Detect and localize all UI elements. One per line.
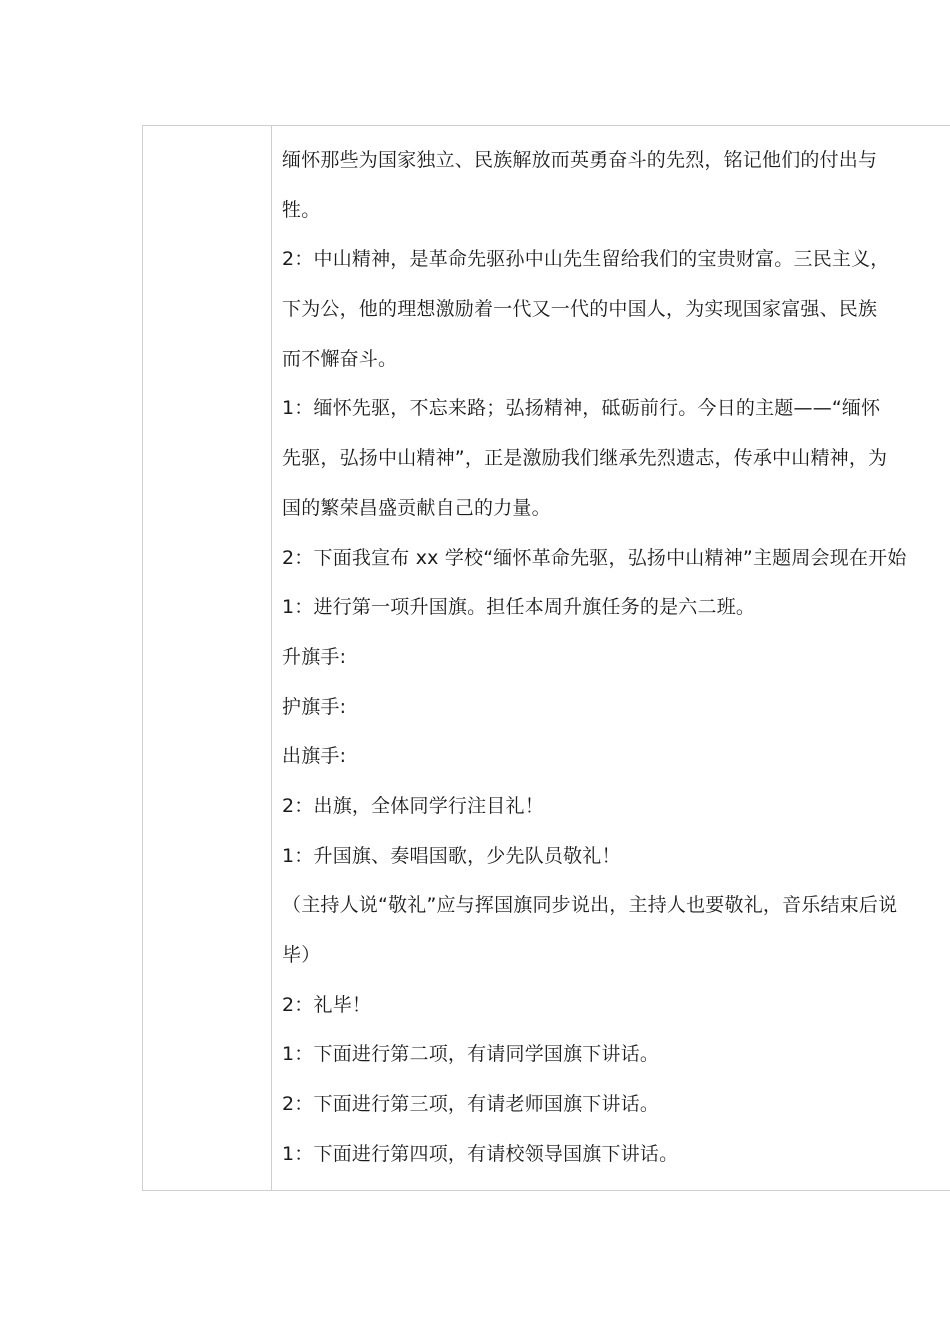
text-line: 升旗手: bbox=[282, 645, 347, 668]
script-table bbox=[142, 125, 950, 1191]
text-line: 国的繁荣昌盛贡献自己的力量。 bbox=[282, 496, 551, 519]
text-line: 出旗手: bbox=[282, 745, 347, 768]
text-line: 2：中山精神，是革命先驱孙中山先生留给我们的宝贵财富。三民主义， bbox=[282, 248, 890, 271]
text-line: 下为公，他的理想激励着一代又一代的中国人，为实现国家富强、民族 bbox=[282, 298, 878, 321]
script-text bbox=[282, 146, 907, 1189]
text-line: 而不懈奋斗。 bbox=[282, 347, 398, 370]
text-line: （主持人说“敬礼”应与挥国旗同步说出，主持人也要敬礼，音乐结束后说 bbox=[282, 894, 898, 917]
text-line: 2：下面我宣布 xx 学校“缅怀革命先驱，弘扬中山精神”主题周会现在开始 bbox=[282, 546, 907, 569]
text-line: 1：下面进行第二项，有请同学国旗下讲话。 bbox=[282, 1043, 660, 1066]
text-line: 2：下面进行第三项，有请老师国旗下讲话。 bbox=[282, 1093, 660, 1116]
text-line: 2：礼毕！ bbox=[282, 993, 372, 1016]
text-line: 1：进行第一项升国旗。担任本周升旗任务的是六二班。 bbox=[282, 596, 756, 619]
text-line: 1：下面进行第四项，有请校领导国旗下讲话。 bbox=[282, 1142, 679, 1165]
text-line: 牲。 bbox=[282, 198, 321, 221]
text-line: 毕） bbox=[282, 944, 321, 966]
text-line: 1：缅怀先驱，不忘来路；弘扬精神，砥砺前行。今日的主题——“缅怀 bbox=[282, 397, 881, 420]
text-line: 缅怀那些为国家独立、民族解放而英勇奋斗的先烈，铭记他们的付出与 bbox=[282, 149, 878, 171]
text-line: 1：升国旗、奏唱国歌，少先队员敬礼！ bbox=[282, 844, 621, 867]
text-line: 2：出旗，全体同学行注目礼！ bbox=[282, 794, 544, 817]
text-line: 护旗手: bbox=[282, 695, 347, 718]
table-left-cell bbox=[143, 126, 272, 1190]
text-line: 先驱，弘扬中山精神”，正是激励我们继承先烈遗志，传承中山精神，为 bbox=[282, 447, 888, 470]
table-content-cell bbox=[272, 126, 950, 1190]
